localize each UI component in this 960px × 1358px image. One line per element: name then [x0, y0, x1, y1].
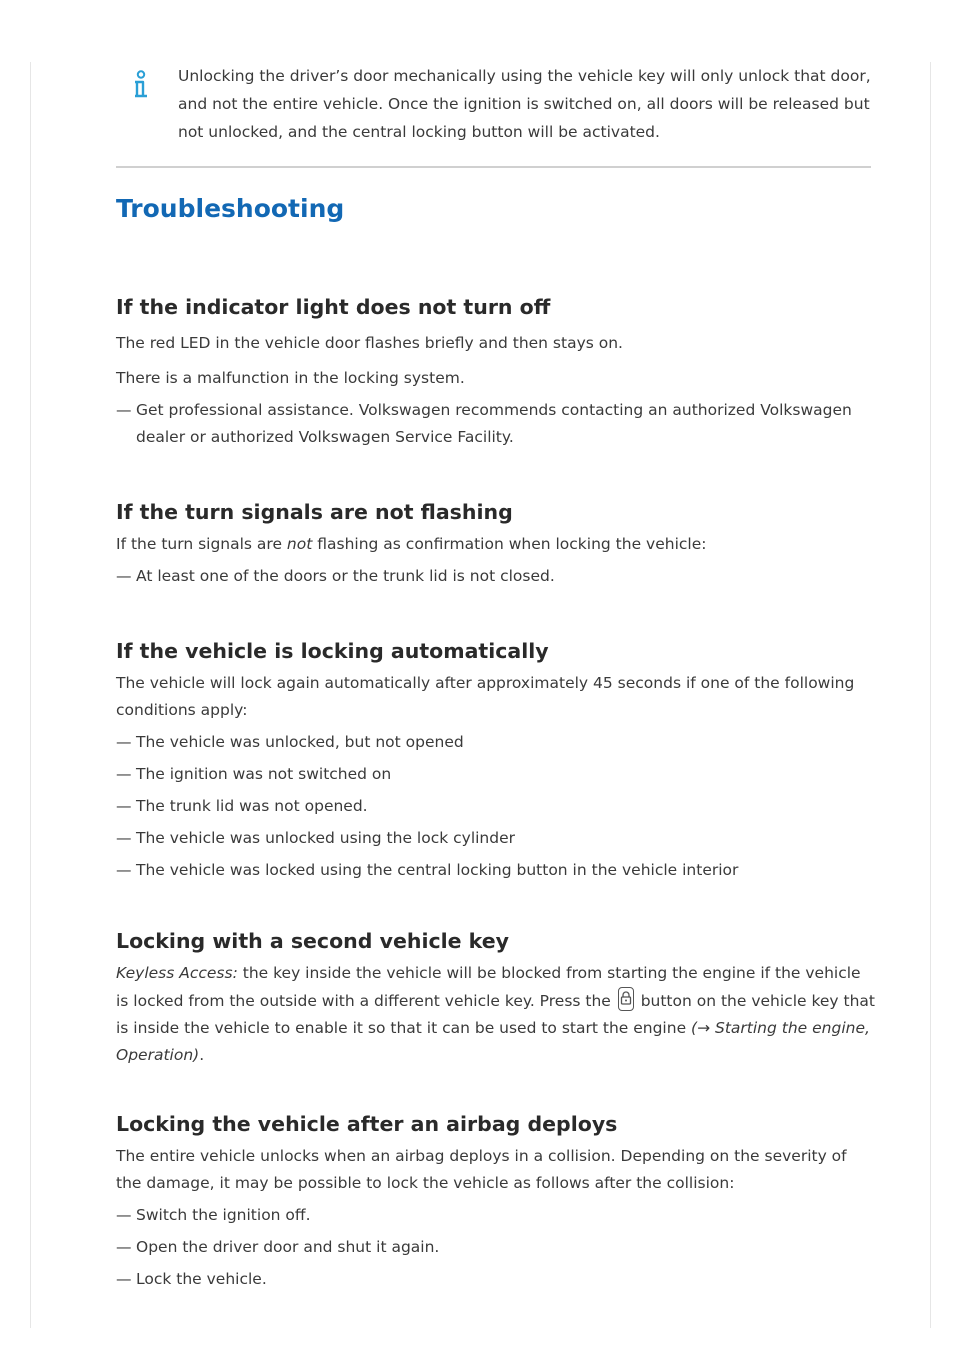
list-item	[116, 397, 876, 451]
text-run: button on the vehicle key that is inside the vehicle to enable it so that it can be used to start the engine	[116, 992, 876, 1037]
list-item-text: The ignition was not switched on	[136, 765, 392, 783]
emphasis: not	[286, 535, 313, 553]
list-item	[116, 761, 876, 788]
dash-marker: —	[116, 829, 132, 847]
list-item	[116, 1202, 876, 1229]
dash-marker: —	[116, 1270, 132, 1288]
info-icon	[132, 70, 150, 100]
dash-marker: —	[116, 861, 132, 879]
lock-button-icon	[618, 987, 634, 1011]
divider	[116, 166, 871, 168]
paragraph	[116, 960, 876, 1069]
info-note-text: Unlocking the driver’s door mechanically using the vehicle key will only unlock that door, and not the entire vehicle. Once the ignition is switched on, all doors will be released but not unlocked, and the central locking button will be activated.	[178, 67, 871, 141]
paragraph: The vehicle will lock again automatically after approximately 45 seconds if one of the following conditions apply:	[116, 674, 855, 719]
list-item-text: The vehicle was unlocked, but not opened	[136, 733, 464, 751]
dash-marker: —	[116, 797, 132, 815]
list-item	[116, 563, 876, 590]
list-item	[116, 793, 876, 820]
page-margin-right	[930, 62, 931, 1328]
dash-marker: —	[116, 765, 132, 783]
dash-marker: —	[116, 733, 132, 751]
list-item	[116, 1234, 876, 1261]
dash-marker: —	[116, 1206, 132, 1224]
paragraph: The entire vehicle unlocks when an airbag deploys in a collision. Depending on the severity of the damage, it may be possible to lock the vehicle as follows after the collision:	[116, 1147, 847, 1192]
paragraph: The red LED in the vehicle door flashes briefly and then stays on.	[116, 334, 623, 352]
list-item-text: Open the driver door and shut it again.	[136, 1238, 440, 1256]
dash-marker: —	[116, 401, 132, 419]
paragraph	[116, 531, 876, 558]
list-item	[116, 1266, 876, 1293]
section-heading-auto-lock: If the vehicle is locking automatically	[116, 639, 549, 663]
section-heading-turn-signals: If the turn signals are not flashing	[116, 500, 513, 524]
text-run: If the turn signals are	[116, 535, 287, 553]
dash-marker: —	[116, 1238, 132, 1256]
list-item-text: At least one of the doors or the trunk lid is not closed.	[136, 567, 555, 585]
main-content	[116, 190, 876, 1293]
section-heading-indicator: If the indicator light does not turn off	[116, 295, 551, 319]
list-item	[116, 857, 876, 884]
list-item	[116, 825, 876, 852]
section-heading-airbag: Locking the vehicle after an airbag deploys	[116, 1112, 618, 1136]
list-item-text: The trunk lid was not opened.	[136, 797, 368, 815]
text-run: flashing as confirmation when locking the vehicle:	[312, 535, 707, 553]
list-item-text: Switch the ignition off.	[136, 1206, 311, 1224]
list-item	[116, 729, 876, 756]
list-item-text: Lock the vehicle.	[136, 1270, 267, 1288]
page-margin-left	[30, 62, 31, 1328]
paragraph: There is a malfunction in the locking system.	[116, 369, 465, 387]
page-title: Troubleshooting	[116, 194, 345, 223]
text-run: the key inside the vehicle will be blocked from starting the engine if the vehicle is locked from the outside with a different vehicle key. Press the	[116, 964, 861, 1010]
list-item-text: The vehicle was unlocked using the lock cylinder	[136, 829, 516, 847]
text-run: .	[199, 1046, 205, 1064]
emphasis: Keyless Access:	[116, 964, 238, 982]
dash-marker: —	[116, 567, 132, 585]
list-item-text: Get professional assistance. Volkswagen recommends contacting an authorized Volkswagen dealer or authorized Volkswagen Service Facility.	[136, 401, 852, 446]
list-item-text: The vehicle was locked using the central locking button in the vehicle interior	[136, 861, 739, 879]
cross-reference: (→ Starting the engine, Operation)	[116, 1019, 870, 1064]
section-heading-second-key: Locking with a second vehicle key	[116, 929, 510, 953]
